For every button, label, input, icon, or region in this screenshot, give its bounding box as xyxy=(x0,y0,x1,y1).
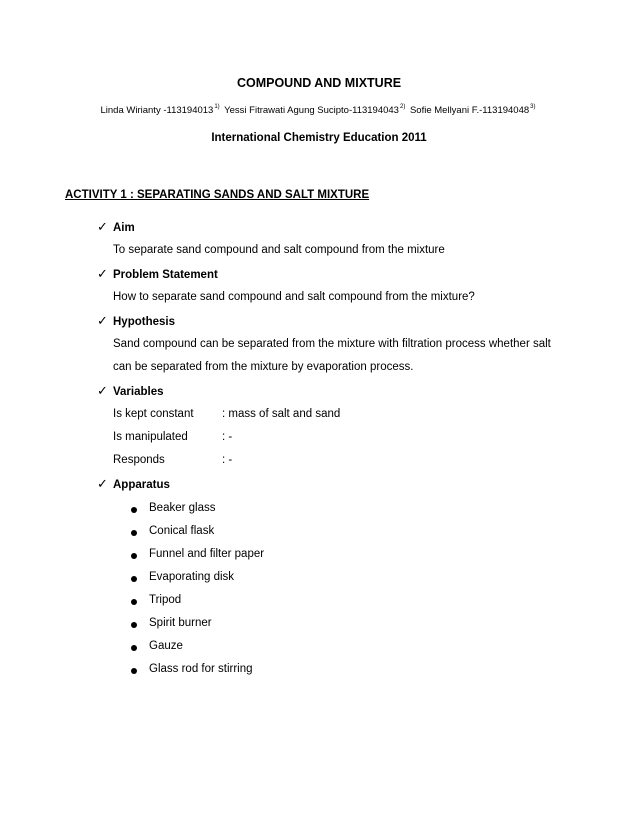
author-mark: 3) xyxy=(530,104,536,110)
bullet-icon xyxy=(131,645,137,651)
bullet-icon xyxy=(131,668,137,674)
apparatus-heading: Apparatus xyxy=(113,479,170,491)
variable-value: : - xyxy=(222,431,233,443)
bullet-icon xyxy=(131,507,137,513)
aim-text: To separate sand compound and salt compound from the mixture xyxy=(113,244,445,256)
author-line xyxy=(0,104,638,116)
author-name: Yessi Fitrawati Agung Sucipto-113194043 xyxy=(224,105,399,116)
variable-label: Is manipulated xyxy=(113,431,188,443)
institution-line: International Chemistry Education 2011 xyxy=(211,132,427,144)
apparatus-item: Funnel and filter paper xyxy=(149,548,265,560)
apparatus-item: Evaporating disk xyxy=(149,571,235,583)
apparatus-item: Spirit burner xyxy=(149,617,212,629)
checkmark-icon: ✓ xyxy=(97,476,108,491)
author-mark: 2) xyxy=(399,104,406,110)
bullet-icon xyxy=(131,622,137,628)
variable-value: : - xyxy=(222,454,233,466)
checkmark-icon: ✓ xyxy=(97,313,108,328)
variable-label: Responds xyxy=(113,454,165,466)
bullet-icon xyxy=(131,530,137,536)
document-title: COMPOUND AND MIXTURE xyxy=(236,76,402,90)
activity-heading: ACTIVITY 1 : SEPARATING SANDS AND SALT MIXTURE xyxy=(65,189,370,201)
author-mark: 1) xyxy=(214,104,220,110)
bullet-icon xyxy=(131,599,137,605)
checkmark-icon: ✓ xyxy=(97,266,108,281)
apparatus-item: Gauze xyxy=(149,640,183,652)
hypothesis-heading: Hypothesis xyxy=(113,316,175,328)
author-name: Sofie Mellyani F.-113194048 xyxy=(409,105,530,116)
apparatus-item: Tripod xyxy=(149,594,182,606)
problem-text: How to separate sand compound and salt compound from the mixture? xyxy=(113,291,475,303)
aim-heading: Aim xyxy=(113,222,135,234)
variable-value: : mass of salt and sand xyxy=(222,408,341,420)
problem-heading: Problem Statement xyxy=(113,269,218,281)
bullet-icon xyxy=(131,576,137,582)
variables-heading: Variables xyxy=(113,386,164,398)
apparatus-item: Conical flask xyxy=(149,525,215,537)
bullet-icon xyxy=(131,553,137,559)
apparatus-item: Beaker glass xyxy=(149,502,216,514)
checkmark-icon: ✓ xyxy=(97,383,108,398)
hypothesis-line: can be separated from the mixture by evaporation process. xyxy=(113,361,414,373)
apparatus-item: Glass rod for stirring xyxy=(149,663,253,675)
author-name: Linda Wirianty -113194013 xyxy=(100,105,214,116)
variable-label: Is kept constant xyxy=(113,408,194,420)
hypothesis-line: Sand compound can be separated from the mixture with filtration process whether salt xyxy=(113,338,551,350)
checkmark-icon: ✓ xyxy=(97,219,108,234)
